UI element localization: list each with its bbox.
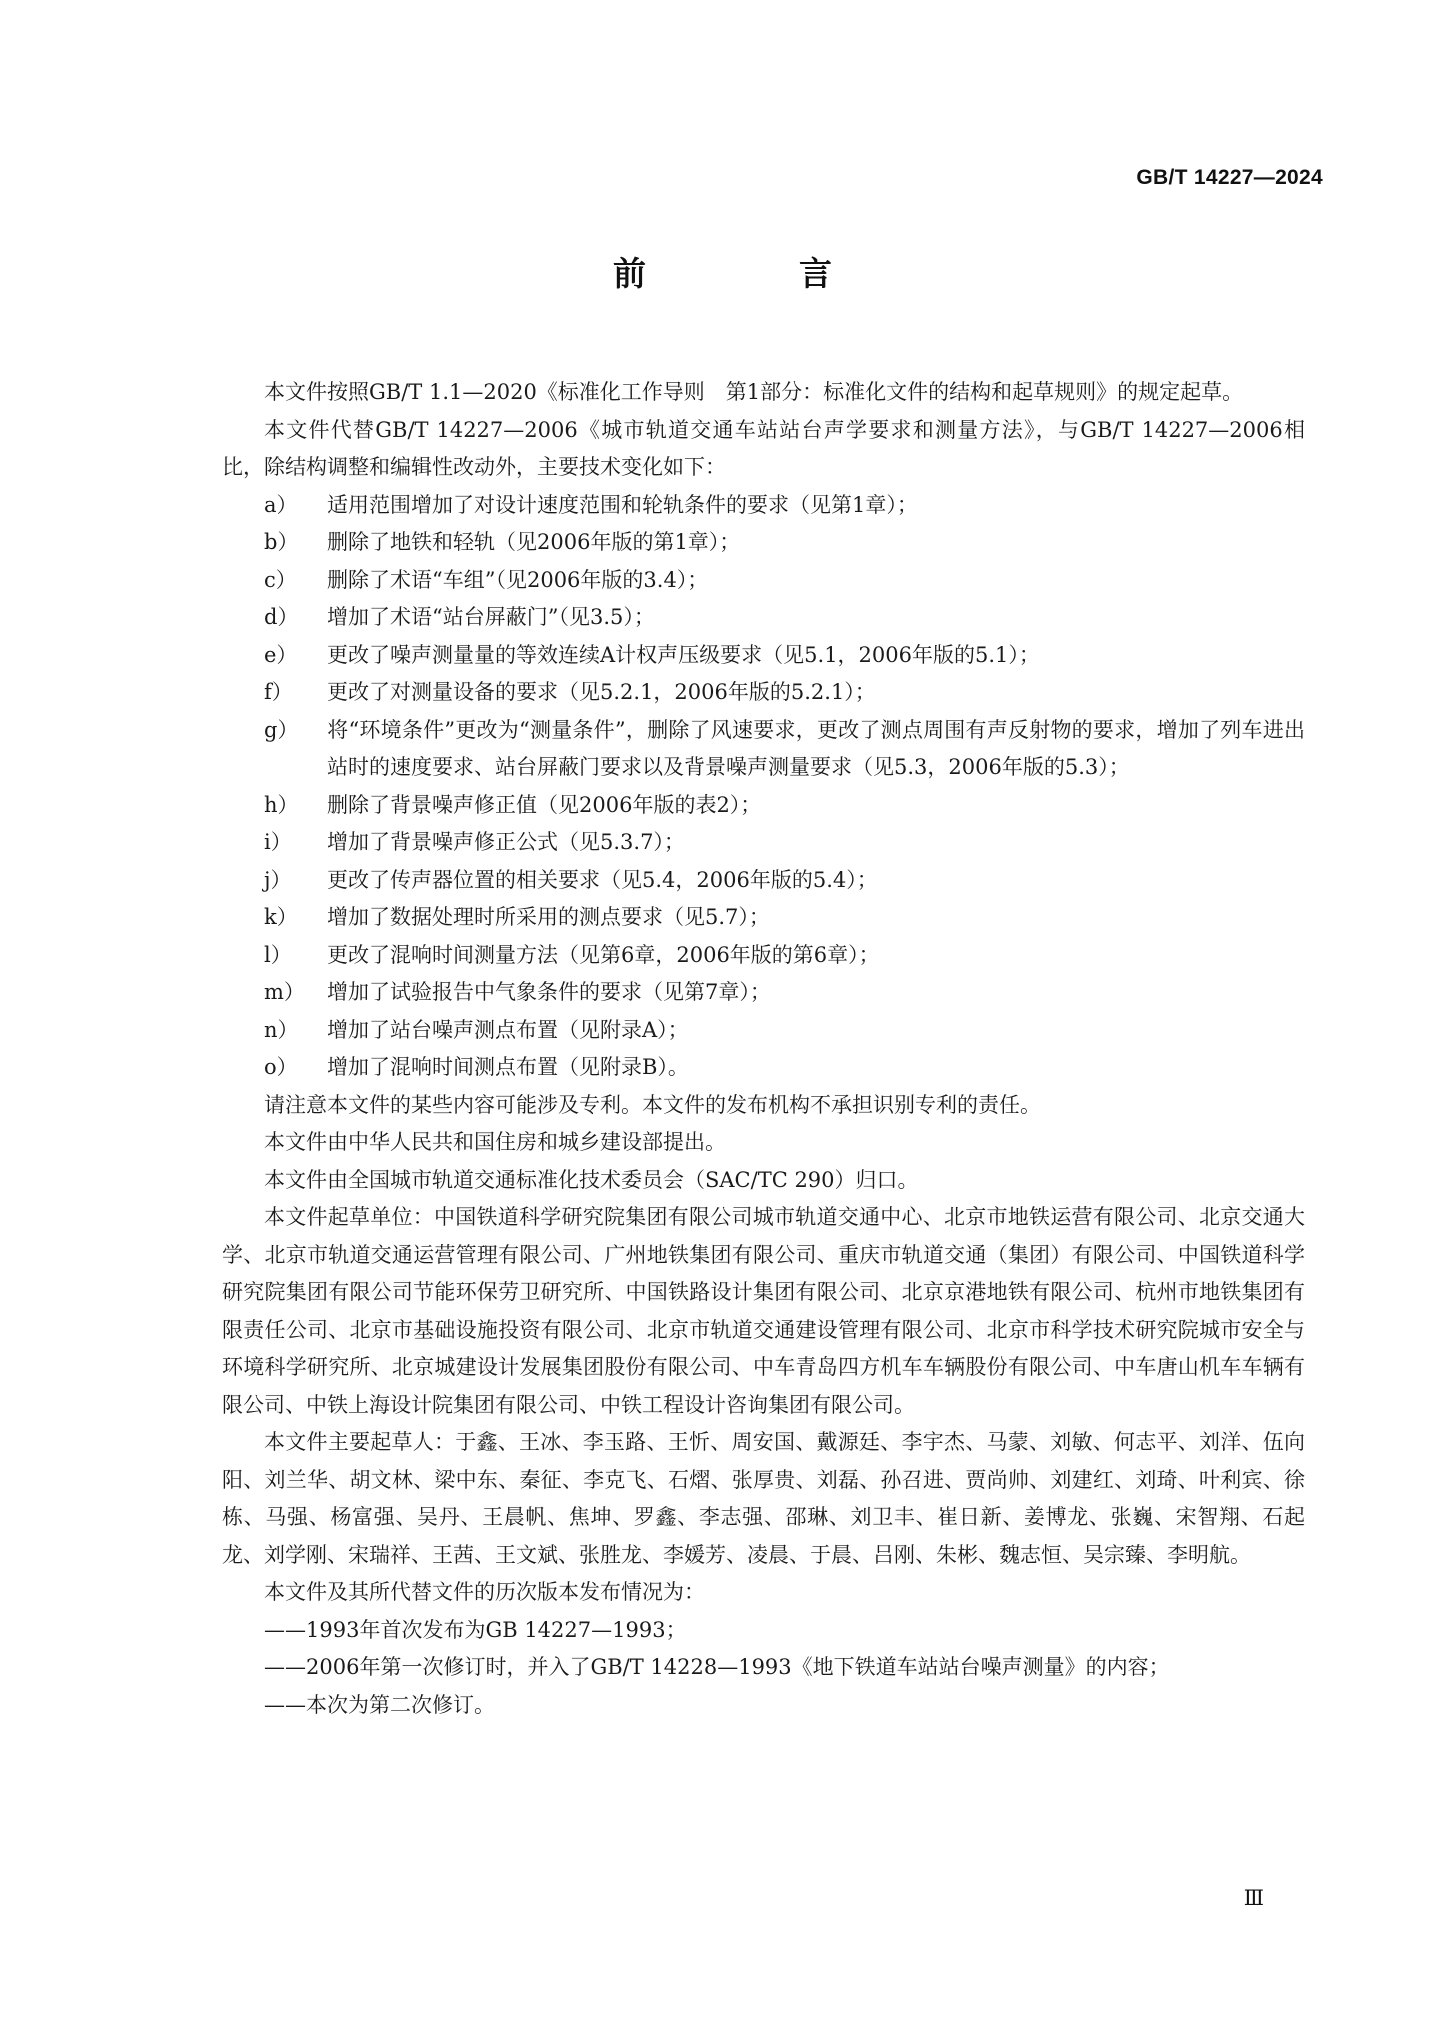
history-item: ——2006年第一次修订时，并入了GB/T 14228—1993《地下铁道车站站台噪声测量》的内容；	[264, 1655, 1170, 1679]
list-item	[264, 787, 1305, 825]
history-item: ——本次为第二次修订。	[264, 1692, 495, 1717]
list-item-label: i）	[264, 830, 292, 854]
list-item-label: d）	[264, 605, 299, 629]
paragraph-drafting-rules: 本文件按照GB/T 1.1—2020《标准化工作导则 第1部分：标准化文件的结构和起草规则》的规定起草。	[264, 380, 1244, 404]
list-item-text: 增加了站台噪声测点布置（见附录A）；	[327, 1017, 689, 1042]
paragraph-replacement: 本文件代替GB/T 14227—2006《城市轨道交通车站站台声学要求和测量方法》，与GB/T 14227—2006相比，除结构调整和编辑性改动外，主要技术变化如下：	[222, 417, 1305, 479]
page-title: 前 言	[613, 254, 892, 293]
list-item-label: o）	[264, 1055, 298, 1079]
list-item	[264, 1012, 1305, 1050]
list-item	[264, 1049, 1305, 1087]
list-item-text: 更改了噪声测量量的等效连续A计权声压级要求（见5.1，2006年版的5.1）；	[327, 642, 1040, 667]
list-item	[264, 712, 1305, 787]
list-item	[264, 524, 1305, 562]
list-item-text: 增加了混响时间测点布置（见附录B）。	[327, 1055, 689, 1079]
list-item-label: j）	[264, 867, 292, 892]
list-item	[264, 674, 1305, 712]
list-item	[264, 899, 1305, 937]
list-item	[264, 562, 1305, 600]
list-item-text: 适用范围增加了对设计速度范围和轮轨条件的要求（见第1章）；	[327, 492, 918, 517]
list-item-label: n）	[264, 1017, 299, 1042]
changes-list	[222, 487, 1305, 1087]
list-item-label: h）	[264, 792, 299, 817]
history-list	[222, 1612, 1305, 1725]
list-item-label: a）	[264, 492, 298, 517]
page-number: Ⅲ	[1243, 1886, 1264, 1910]
paragraph-drafting-units: 本文件起草单位：中国铁道科学研究院集团有限公司城市轨道交通中心、北京市地铁运营有限公司、北京交通大学、北京市轨道交通运营管理有限公司、广州地铁集团有限公司、重庆市轨道交通（集团）有限公司、中国铁道科学研究院集团有限公司节能环保劳卫研究所、中国铁路设计集团有限公司、北京京港地铁有限公司、杭州市地铁集团有限责任公司、北京市基础设施投资有限公司、北京市轨道交通建设管理有限公司、北京市科学技术研究院城市安全与环境科学研究所、北京城建设计发展集团股份有限公司、中车青岛四方机车车辆股份有限公司、中车唐山机车车辆有限公司、中铁上海设计院集团有限公司、中铁工程设计咨询集团有限公司。	[222, 1205, 1305, 1417]
list-item-text: 增加了试验报告中气象条件的要求（见第7章）；	[327, 980, 771, 1004]
paragraph-proposer: 本文件由中华人民共和国住房和城乡建设部提出。	[264, 1130, 726, 1154]
paragraph-history-intro: 本文件及其所代替文件的历次版本发布情况为：	[264, 1580, 705, 1604]
list-item-text: 将“环境条件”更改为“测量条件”，删除了风速要求，更改了测点周围有声反射物的要求，增加了列车进出站时的速度要求、站台屏蔽门要求以及背景噪声测量要求（见5.3，2006年版的5.3）；	[327, 717, 1305, 779]
standard-code: GB/T 14227—2024	[1136, 166, 1323, 189]
list-item	[264, 937, 1305, 975]
list-item-text: 更改了混响时间测量方法（见第6章，2006年版的第6章）；	[327, 942, 880, 967]
list-item	[264, 487, 1305, 525]
list-item	[264, 862, 1305, 900]
list-item-label: m）	[264, 980, 305, 1004]
list-item-label: b）	[264, 530, 299, 554]
list-item-label: c）	[264, 567, 297, 592]
list-item-text: 增加了背景噪声修正公式（见5.3.7）；	[327, 830, 685, 854]
foreword-body	[222, 374, 1305, 1724]
list-item-label: f）	[264, 680, 293, 704]
list-item-text: 增加了数据处理时所采用的测点要求（见5.7）；	[327, 905, 770, 929]
list-item-label: l）	[264, 942, 292, 967]
list-item-text: 更改了对测量设备的要求（见5.2.1，2006年版的5.2.1）；	[327, 680, 876, 704]
list-item-label: g）	[264, 717, 299, 742]
list-item-text: 删除了术语“车组”（见2006年版的3.4）；	[327, 567, 709, 592]
paragraph-patent-notice: 请注意本文件的某些内容可能涉及专利。本文件的发布机构不承担识别专利的责任。	[264, 1092, 1041, 1117]
list-item-label: k）	[264, 905, 298, 929]
history-item: ——1993年首次发布为GB 14227—1993；	[264, 1617, 687, 1642]
paragraph-drafters: 本文件主要起草人：于鑫、王冰、李玉路、王忻、周安国、戴源廷、李宇杰、马蒙、刘敏、何志平、刘洋、伍向阳、刘兰华、胡文林、梁中东、秦征、李克飞、石熠、张厚贵、刘磊、孙召进、贾尚帅、刘建红、刘琦、叶利宾、徐栋、马强、杨富强、吴丹、王晨帆、焦坤、罗鑫、李志强、邵琳、刘卫丰、崔日新、姜博龙、张巍、宋智翔、石起龙、刘学刚、宋瑞祥、王茜、王文斌、张胜龙、李媛芳、凌晨、于晨、吕刚、朱彬、魏志恒、吴宗臻、李明航。	[222, 1430, 1305, 1567]
list-item	[264, 637, 1305, 675]
list-item-text: 更改了传声器位置的相关要求（见5.4，2006年版的5.4）；	[327, 867, 878, 892]
list-item-text: 增加了术语“站台屏蔽门”（见3.5）；	[327, 605, 655, 629]
list-item-text: 删除了背景噪声修正值（见2006年版的表2）；	[327, 792, 762, 817]
list-item	[264, 974, 1305, 1012]
list-item	[264, 824, 1305, 862]
list-item-text: 删除了地铁和轻轨（见2006年版的第1章）；	[327, 530, 741, 554]
paragraph-committee: 本文件由全国城市轨道交通标准化技术委员会（SAC/TC 290）归口。	[264, 1167, 919, 1192]
list-item	[264, 599, 1305, 637]
list-item-label: e）	[264, 642, 298, 667]
